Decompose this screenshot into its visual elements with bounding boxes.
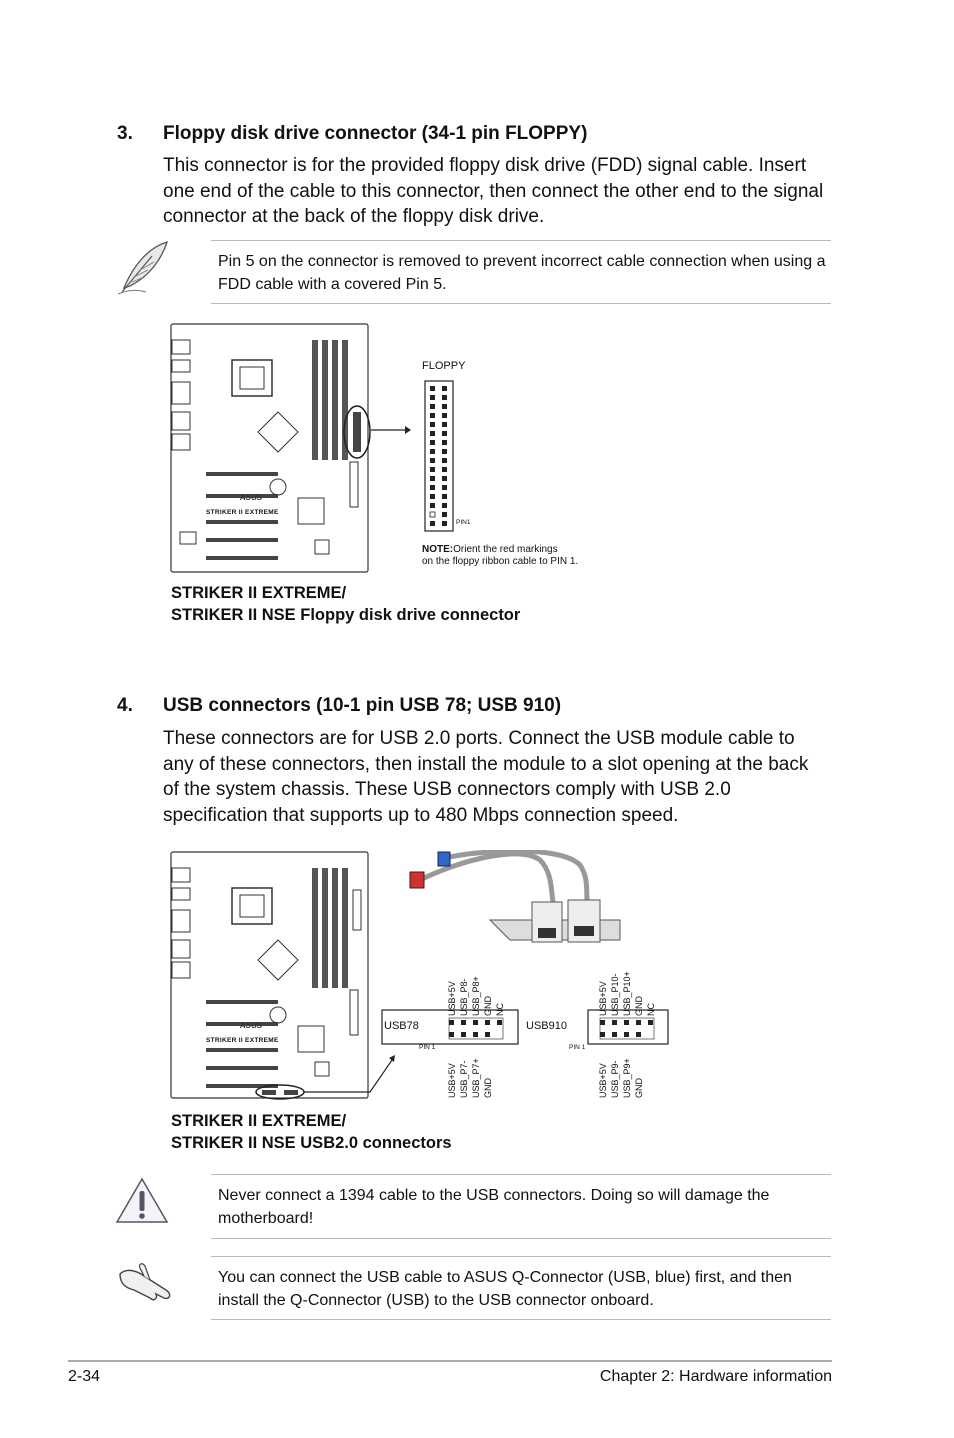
section-3-body: This connector is for the provided floppy disk drive (FDD) signal cable. Insert one end of the cable to this connector, then connect the other end to the signal connector at the back of the floppy disk drive. xyxy=(163,155,824,227)
usb910-bottom-pin-1: USB+5V xyxy=(598,1063,608,1098)
usb78-bottom-pin-1: USB+5V xyxy=(447,1063,457,1098)
svg-text:ASUS: ASUS xyxy=(240,493,263,502)
warning-triangle-icon xyxy=(114,1176,170,1231)
floppy-figure xyxy=(160,322,600,577)
usb910-bottom-pin-3: USB_P9+ xyxy=(622,1058,632,1098)
floppy-figure-note xyxy=(422,544,578,568)
tip-divider-top xyxy=(211,1256,831,1257)
usb78-label: USB78 xyxy=(384,1020,419,1032)
tip-text: You can connect the USB cable to ASUS Q-Connector (USB, blue) first, and then install the Q-Connector (USB) to the USB connector onboard. xyxy=(218,1269,792,1309)
note-divider-top xyxy=(211,240,831,241)
usb78-top-pin-4: GND xyxy=(483,996,493,1016)
usb-caption-line1: STRIKER II EXTREME/ xyxy=(171,1112,347,1130)
usb-figure xyxy=(160,850,680,1102)
section-4-number: 4. xyxy=(117,695,133,716)
board-label-usb: STRIKER II EXTREME xyxy=(206,1037,279,1044)
usb910-bottom-pin-2: USB_P9- xyxy=(610,1060,620,1098)
board-label-floppy: STRIKER II EXTREME xyxy=(206,509,279,516)
floppy-pin1-label: PIN1 xyxy=(456,519,471,526)
floppy-note-text: Pin 5 on the connector is removed to prevent incorrect cable connection when using a FDD cable with a covered Pin 5. xyxy=(218,253,826,293)
usb78-pin1-label: PIN 1 xyxy=(419,1044,436,1051)
usb910-top-pin-5: NC xyxy=(646,1003,656,1016)
section-3-title: Floppy disk drive connector (34-1 pin FLOPPY) xyxy=(163,123,588,144)
usb78-bottom-pin-4: GND xyxy=(483,1078,493,1098)
usb910-bottom-pin-4: GND xyxy=(634,1078,644,1098)
usb910-top-pin-1: USB+5V xyxy=(598,981,608,1016)
floppy-note-line2: on the floppy ribbon cable to PIN 1. xyxy=(422,556,579,567)
floppy-note-bold: NOTE: xyxy=(422,544,454,555)
svg-text:ASUS: ASUS xyxy=(240,1021,263,1030)
warning-divider-bottom xyxy=(211,1238,831,1239)
section-4-body: These connectors are for USB 2.0 ports. Connect the USB module cable to any of these connectors, then install the module to a slot opening at the back of the system chassis. These USB connectors comply with USB 2.0 specification that supports up to 480 Mbps connection speed. xyxy=(163,728,809,826)
usb910-top-pin-4: GND xyxy=(634,996,644,1016)
usb910-pin1-label: PIN 1 xyxy=(569,1044,586,1051)
usb910-top-pin-2: USB_P10- xyxy=(610,973,620,1016)
motherboard-diagram xyxy=(160,322,600,577)
section-4-title: USB connectors (10-1 pin USB 78; USB 910) xyxy=(163,695,562,716)
tip-divider-bottom xyxy=(211,1319,831,1320)
usb78-bottom-pin-3: USB_P7+ xyxy=(471,1058,481,1098)
usb78-top-pin-2: USB_P8- xyxy=(459,978,469,1016)
floppy-connector-label: FLOPPY xyxy=(422,360,466,372)
section-3-number: 3. xyxy=(117,123,133,144)
usb-caption-line2: STRIKER II NSE USB2.0 connectors xyxy=(171,1134,452,1152)
warning-text: Never connect a 1394 cable to the USB connectors. Doing so will damage the motherboard! xyxy=(218,1187,770,1227)
pointing-hand-icon xyxy=(114,1256,178,1309)
usb78-top-pin-3: USB_P8+ xyxy=(471,976,481,1016)
floppy-header-pins xyxy=(424,380,454,532)
floppy-caption-line1: STRIKER II EXTREME/ xyxy=(171,584,347,602)
usb910-label: USB910 xyxy=(526,1020,567,1032)
warning-divider-top xyxy=(211,1174,831,1175)
floppy-note-line1: Orient the red markings xyxy=(453,544,558,555)
chapter-title: Chapter 2: Hardware information xyxy=(599,1368,832,1385)
usb78-top-pin-5: NC xyxy=(495,1003,505,1016)
footer-rule xyxy=(68,1360,832,1362)
floppy-caption-line2: STRIKER II NSE Floppy disk drive connector xyxy=(171,606,521,624)
usb78-top-pin-1: USB+5V xyxy=(447,981,457,1016)
feather-note-icon xyxy=(112,238,172,303)
usb78-bottom-pin-2: USB_P7- xyxy=(459,1060,469,1098)
usb910-top-pin-3: USB_P10+ xyxy=(622,971,632,1016)
note-divider-bottom xyxy=(211,303,831,304)
page-number: 2-34 xyxy=(68,1368,101,1385)
usb-bracket-illustration xyxy=(410,851,620,942)
